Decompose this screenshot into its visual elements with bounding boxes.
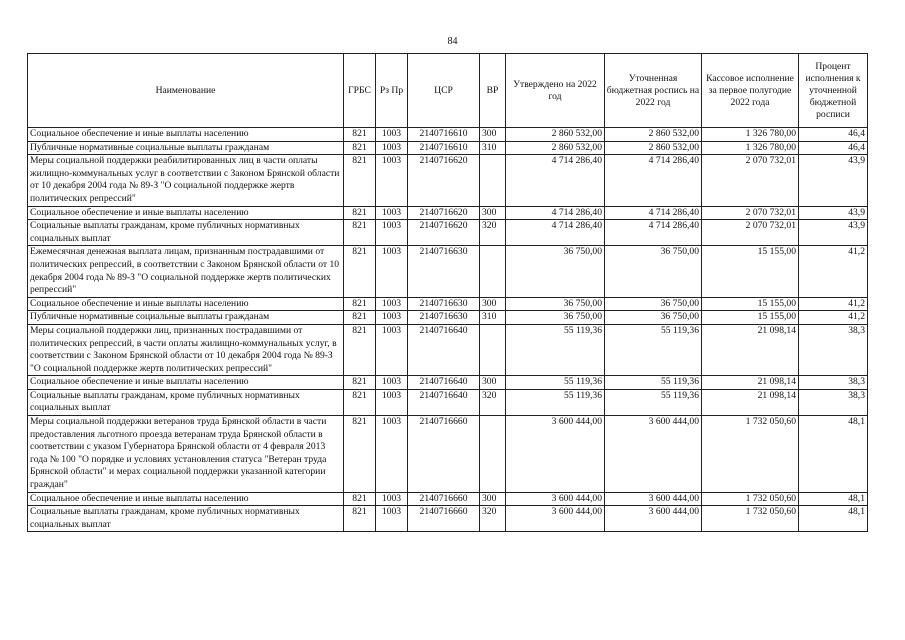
table-row: [28, 141, 868, 155]
row-approved: 36 750,00: [506, 311, 605, 325]
row-cash: 1 732 050,60: [702, 506, 799, 532]
row-csr: 2140716660: [408, 416, 480, 493]
row-csr: 2140716630: [408, 246, 480, 297]
header-vr: ВР: [480, 54, 506, 128]
row-approved: 55 119,36: [506, 389, 605, 415]
row-name: Публичные нормативные социальные выплаты гражданам: [28, 141, 344, 155]
table-row: [28, 389, 868, 415]
row-cash: 15 155,00: [702, 297, 799, 311]
row-cash: 1 326 780,00: [702, 141, 799, 155]
row-cash: 15 155,00: [702, 246, 799, 297]
row-name: Социальные выплаты гражданам, кроме публичных нормативных социальных выплат: [28, 220, 344, 246]
row-refined: 4 714 286,40: [605, 206, 702, 220]
row-percent: 46,4: [799, 128, 868, 142]
row-refined: 55 119,36: [605, 389, 702, 415]
row-percent: 46,4: [799, 141, 868, 155]
row-csr: 2140716620: [408, 220, 480, 246]
row-rzpr: 1003: [376, 324, 408, 375]
row-rzpr: 1003: [376, 128, 408, 142]
row-grbs: 821: [344, 324, 376, 375]
row-name: Меры социальной поддержки ветеранов труда Брянской области в части предоставления льготного проезда ветеранам труда Брянской области в соответствии с указом Губернатора Брянской области от 4 февраля 2013 года № 100 "О порядке и условиях установления статуса "Ветеран труда Брянской области" и мерах социальной поддержки указанной категории граждан": [28, 416, 344, 493]
row-cash: 2 070 732,01: [702, 206, 799, 220]
row-rzpr: 1003: [376, 297, 408, 311]
header-grbs: ГРБС: [344, 54, 376, 128]
row-rzpr: 1003: [376, 506, 408, 532]
row-percent: 41,2: [799, 297, 868, 311]
row-approved: 3 600 444,00: [506, 492, 605, 506]
row-refined: 3 600 444,00: [605, 492, 702, 506]
row-csr: 2140716640: [408, 389, 480, 415]
row-vr: [480, 416, 506, 493]
row-vr: 300: [480, 376, 506, 390]
table-row: [28, 376, 868, 390]
row-rzpr: 1003: [376, 206, 408, 220]
row-refined: 4 714 286,40: [605, 155, 702, 206]
row-vr: 320: [480, 506, 506, 532]
table-row: [28, 246, 868, 297]
row-grbs: 821: [344, 155, 376, 206]
row-cash: 21 098,14: [702, 389, 799, 415]
row-grbs: 821: [344, 311, 376, 325]
row-percent: 43,9: [799, 155, 868, 206]
table-body: [28, 128, 868, 532]
row-refined: 36 750,00: [605, 311, 702, 325]
row-grbs: 821: [344, 492, 376, 506]
row-vr: 320: [480, 220, 506, 246]
header-refined: Уточненная бюджетная роспись на 2022 год: [605, 54, 702, 128]
row-csr: 2140716640: [408, 376, 480, 390]
row-name: Меры социальной поддержки реабилитированных лиц в части оплаты жилищно-коммунальных услуг в соответствии с Законом Брянской области от 10 декабря 2004 года № 89-З "О социальной поддержке жертв политических репрессий": [28, 155, 344, 206]
row-name: Социальное обеспечение и иные выплаты населению: [28, 128, 344, 142]
header-csr: ЦСР: [408, 54, 480, 128]
row-refined: 2 860 532,00: [605, 128, 702, 142]
row-grbs: 821: [344, 389, 376, 415]
row-vr: [480, 324, 506, 375]
table-row: [28, 297, 868, 311]
row-vr: 300: [480, 206, 506, 220]
row-percent: 41,2: [799, 311, 868, 325]
row-name: Социальные выплаты гражданам, кроме публичных нормативных социальных выплат: [28, 506, 344, 532]
row-refined: 55 119,36: [605, 324, 702, 375]
row-percent: 48,1: [799, 506, 868, 532]
row-grbs: 821: [344, 297, 376, 311]
row-approved: 36 750,00: [506, 246, 605, 297]
row-refined: 3 600 444,00: [605, 416, 702, 493]
row-vr: [480, 155, 506, 206]
row-csr: 2140716620: [408, 155, 480, 206]
row-percent: 43,9: [799, 220, 868, 246]
row-csr: 2140716620: [408, 206, 480, 220]
row-refined: 4 714 286,40: [605, 220, 702, 246]
table-row: [28, 324, 868, 375]
row-rzpr: 1003: [376, 416, 408, 493]
row-grbs: 821: [344, 206, 376, 220]
row-name: Социальные выплаты гражданам, кроме публичных нормативных социальных выплат: [28, 389, 344, 415]
row-approved: 4 714 286,40: [506, 220, 605, 246]
row-approved: 36 750,00: [506, 297, 605, 311]
row-rzpr: 1003: [376, 389, 408, 415]
row-rzpr: 1003: [376, 246, 408, 297]
row-grbs: 821: [344, 246, 376, 297]
row-approved: 55 119,36: [506, 376, 605, 390]
row-approved: 2 860 532,00: [506, 128, 605, 142]
row-percent: 38,3: [799, 376, 868, 390]
row-cash: 1 326 780,00: [702, 128, 799, 142]
row-approved: 4 714 286,40: [506, 206, 605, 220]
row-name: Социальное обеспечение и иные выплаты населению: [28, 492, 344, 506]
header-rzpr: Рз Пр: [376, 54, 408, 128]
row-grbs: 821: [344, 128, 376, 142]
row-grbs: 821: [344, 376, 376, 390]
row-csr: 2140716630: [408, 311, 480, 325]
table-row: [28, 220, 868, 246]
row-percent: 43,9: [799, 206, 868, 220]
row-vr: 300: [480, 297, 506, 311]
row-csr: 2140716610: [408, 141, 480, 155]
page-number: 84: [447, 36, 458, 47]
row-name: Ежемесячная денежная выплата лицам, признанным пострадавшими от политических репрессий, в соответствии с Законом Брянской области от 10 декабря 2004 года № 89-З "О социальной поддержке жертв политических репрессий": [28, 246, 344, 297]
row-name: Публичные нормативные социальные выплаты гражданам: [28, 311, 344, 325]
table-row: [28, 311, 868, 325]
row-cash: 15 155,00: [702, 311, 799, 325]
row-vr: [480, 246, 506, 297]
header-approved: Утверждено на 2022 год: [506, 54, 605, 128]
row-grbs: 821: [344, 141, 376, 155]
row-cash: 2 070 732,01: [702, 220, 799, 246]
row-refined: 36 750,00: [605, 246, 702, 297]
table-row: [28, 492, 868, 506]
row-vr: 310: [480, 311, 506, 325]
row-percent: 48,1: [799, 492, 868, 506]
row-rzpr: 1003: [376, 220, 408, 246]
row-vr: 300: [480, 492, 506, 506]
row-vr: 310: [480, 141, 506, 155]
row-approved: 3 600 444,00: [506, 506, 605, 532]
row-grbs: 821: [344, 506, 376, 532]
row-refined: 36 750,00: [605, 297, 702, 311]
row-name: Социальное обеспечение и иные выплаты населению: [28, 206, 344, 220]
header-cash: Кассовое исполнение за первое полугодие 2022 года: [702, 54, 799, 128]
header-name: Наименование: [28, 54, 344, 128]
row-refined: 2 860 532,00: [605, 141, 702, 155]
row-csr: 2140716660: [408, 492, 480, 506]
row-cash: 2 070 732,01: [702, 155, 799, 206]
table-row: [28, 155, 868, 206]
row-percent: 38,3: [799, 324, 868, 375]
table-row: [28, 206, 868, 220]
row-vr: 320: [480, 389, 506, 415]
row-cash: 1 732 050,60: [702, 416, 799, 493]
row-cash: 21 098,14: [702, 376, 799, 390]
row-grbs: 821: [344, 220, 376, 246]
budget-table: [27, 53, 868, 532]
row-rzpr: 1003: [376, 141, 408, 155]
row-rzpr: 1003: [376, 376, 408, 390]
row-grbs: 821: [344, 416, 376, 493]
row-csr: 2140716630: [408, 297, 480, 311]
row-refined: 3 600 444,00: [605, 506, 702, 532]
row-csr: 2140716640: [408, 324, 480, 375]
row-percent: 48,1: [799, 416, 868, 493]
row-cash: 21 098,14: [702, 324, 799, 375]
row-rzpr: 1003: [376, 492, 408, 506]
table-row: [28, 416, 868, 493]
row-percent: 38,3: [799, 389, 868, 415]
table-row: [28, 128, 868, 142]
row-rzpr: 1003: [376, 155, 408, 206]
table-header: [28, 54, 868, 128]
row-rzpr: 1003: [376, 311, 408, 325]
row-name: Социальное обеспечение и иные выплаты населению: [28, 376, 344, 390]
row-refined: 55 119,36: [605, 376, 702, 390]
row-csr: 2140716660: [408, 506, 480, 532]
row-approved: 55 119,36: [506, 324, 605, 375]
row-approved: 2 860 532,00: [506, 141, 605, 155]
table-row: [28, 506, 868, 532]
row-percent: 41,2: [799, 246, 868, 297]
row-approved: 3 600 444,00: [506, 416, 605, 493]
row-cash: 1 732 050,60: [702, 492, 799, 506]
header-percent: Процент исполнения к уточненной бюджетной росписи: [799, 54, 868, 128]
row-csr: 2140716610: [408, 128, 480, 142]
row-approved: 4 714 286,40: [506, 155, 605, 206]
row-vr: 300: [480, 128, 506, 142]
row-name: Меры социальной поддержки лиц, признанных пострадавшими от политических репрессий, в части оплаты жилищно-коммунальных услуг, в соответствии с Законом Брянской области от 10 декабря 2004 года № 89-З "О социальной поддержке жертв политических репрессий": [28, 324, 344, 375]
row-name: Социальное обеспечение и иные выплаты населению: [28, 297, 344, 311]
